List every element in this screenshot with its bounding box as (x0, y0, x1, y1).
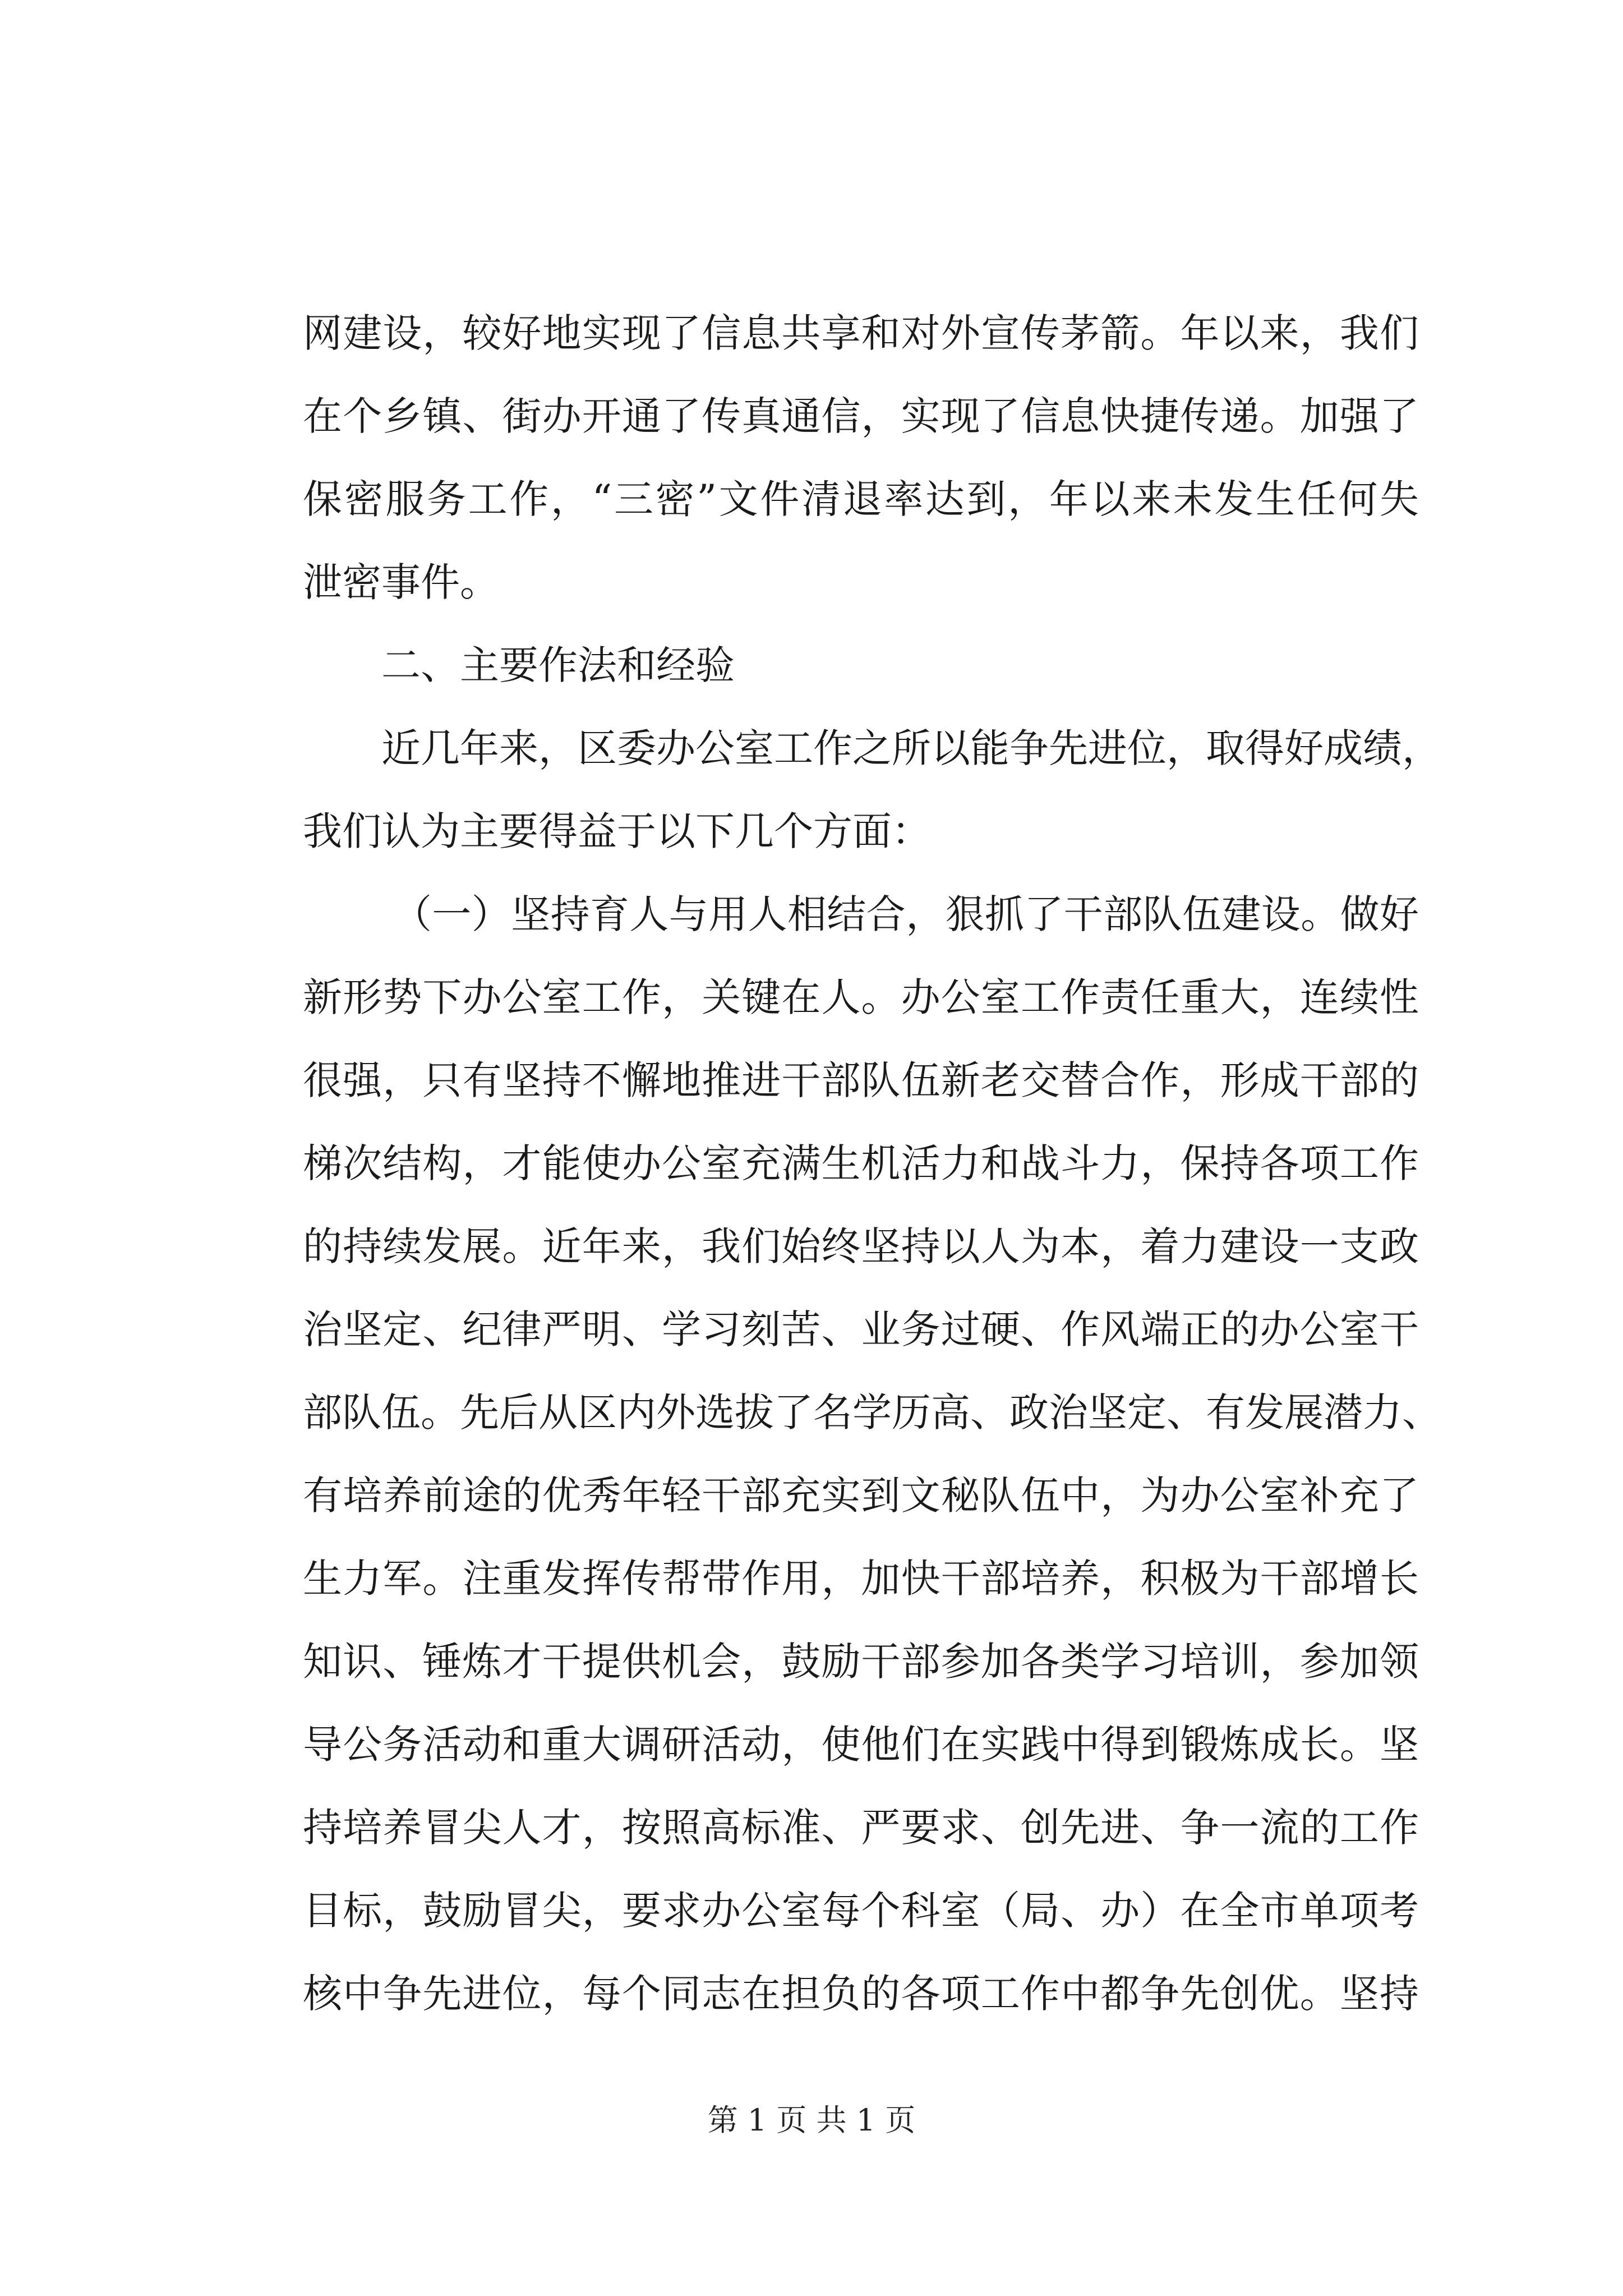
document-body (303, 292, 1441, 2035)
text-line: 很强，只有坚持不懈地推进干部队伍新老交替合作，形成干部的 (303, 1057, 1419, 1103)
text-line: 知识、锤炼才干提供机会，鼓励干部参加各类学习培训，参加领 (303, 1639, 1419, 1685)
text-line: 有培养前途的优秀年轻干部充实到文秘队伍中，为办公室补充了 (303, 1473, 1419, 1519)
text-line: 导公务活动和重大调研活动，使他们在实践中得到锻炼成长。坚 (303, 1722, 1419, 1768)
text-line: 近几年来，区委办公室工作之所以能争先进位，取得好成绩， (381, 725, 1441, 771)
subsection-heading-line: （一）坚持育人与用人相结合，狠抓了干部队伍建设。做好 (393, 891, 1419, 937)
text-line: 梯次结构，才能使办公室充满生机活力和战斗力，保持各项工作 (303, 1140, 1419, 1186)
section-heading: 二、主要作法和经验 (381, 642, 735, 688)
text-line: 目标，鼓励冒尖，要求办公室每个科室（局、办）在全市单项考 (303, 1888, 1419, 1934)
page-number-footer: 第 1 页 共 1 页 (707, 2102, 916, 2138)
text-line: 在个乡镇、街办开通了传真通信，实现了信息快捷传递。加强了 (303, 393, 1419, 439)
text-line: 新形势下办公室工作，关键在人。办公室工作责任重大，连续性 (303, 974, 1419, 1020)
text-line: 保密服务工作，“三密”文件清退率达到，年以来未发生任何失 (303, 476, 1419, 522)
text-line: 治坚定、纪律严明、学习刻苦、业务过硬、作风端正的办公室干 (303, 1306, 1419, 1352)
text-line: 核中争先进位，每个同志在担负的各项工作中都争先创优。坚持 (303, 1971, 1419, 2017)
text-line: 我们认为主要得益于以下几个方面： (303, 808, 931, 854)
text-line: 的持续发展。近年来，我们始终坚持以人为本，着力建设一支政 (303, 1223, 1419, 1269)
text-line: 网建设，较好地实现了信息共享和对外宣传茅箭。年以来，我们 (303, 310, 1419, 356)
text-line: 泄密事件。 (303, 559, 499, 605)
text-line: 持培养冒尖人才，按照高标准、严要求、创先进、争一流的工作 (303, 1805, 1419, 1851)
text-line: 生力军。注重发挥传帮带作用，加快干部培养，积极为干部增长 (303, 1556, 1419, 1602)
text-line: 部队伍。先后从区内外选拔了名学历高、政治坚定、有发展潜力、 (303, 1389, 1441, 1435)
